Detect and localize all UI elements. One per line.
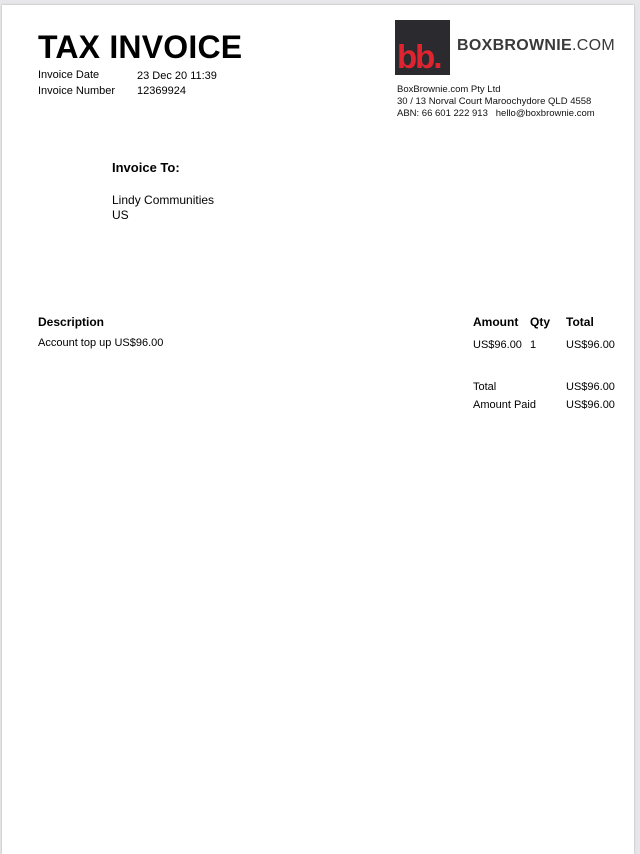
summary-total-value: US$96.00 xyxy=(566,381,615,393)
invoice-number-label: Invoice Number xyxy=(38,85,116,97)
company-address: 30 / 13 Norval Court Maroochydore QLD 4558 xyxy=(397,96,592,107)
company-name: BoxBrownie.com Pty Ltd xyxy=(397,84,501,95)
bill-to-country: US xyxy=(112,208,129,222)
row-description: Account top up US$96.00 xyxy=(38,337,164,349)
header-qty: Qty xyxy=(530,315,551,329)
invoice-title: TAX INVOICE xyxy=(38,29,243,65)
svg-text:bb.: bb. xyxy=(397,38,441,75)
row-qty: 1 xyxy=(530,339,537,351)
invoice-number-value: 12369924 xyxy=(137,85,186,97)
row-total: US$96.00 xyxy=(566,339,615,351)
summary-total-label: Total xyxy=(473,381,497,393)
invoice-page xyxy=(2,5,634,854)
brand-name: BOXBROWNIE xyxy=(457,37,572,54)
brand-logo xyxy=(395,20,450,75)
invoice-date-value: 23 Dec 20 11:39 xyxy=(137,70,217,82)
summary-paid-value: US$96.00 xyxy=(566,399,615,411)
brand-wordmark xyxy=(457,37,615,55)
brand-suffix: .COM xyxy=(572,37,615,54)
company-abn-email: ABN: 66 601 222 913 hello@boxbrownie.com xyxy=(397,108,595,119)
bill-to-name: Lindy Communities xyxy=(112,193,215,207)
bill-to-heading: Invoice To: xyxy=(112,160,180,175)
row-amount: US$96.00 xyxy=(473,339,522,351)
header-total: Total xyxy=(566,315,594,329)
brand-logo-mark xyxy=(395,20,450,75)
header-amount: Amount xyxy=(473,315,519,329)
summary-paid-label: Amount Paid xyxy=(473,399,536,411)
header-description: Description xyxy=(38,315,105,329)
invoice-date-label: Invoice Date xyxy=(38,69,100,81)
